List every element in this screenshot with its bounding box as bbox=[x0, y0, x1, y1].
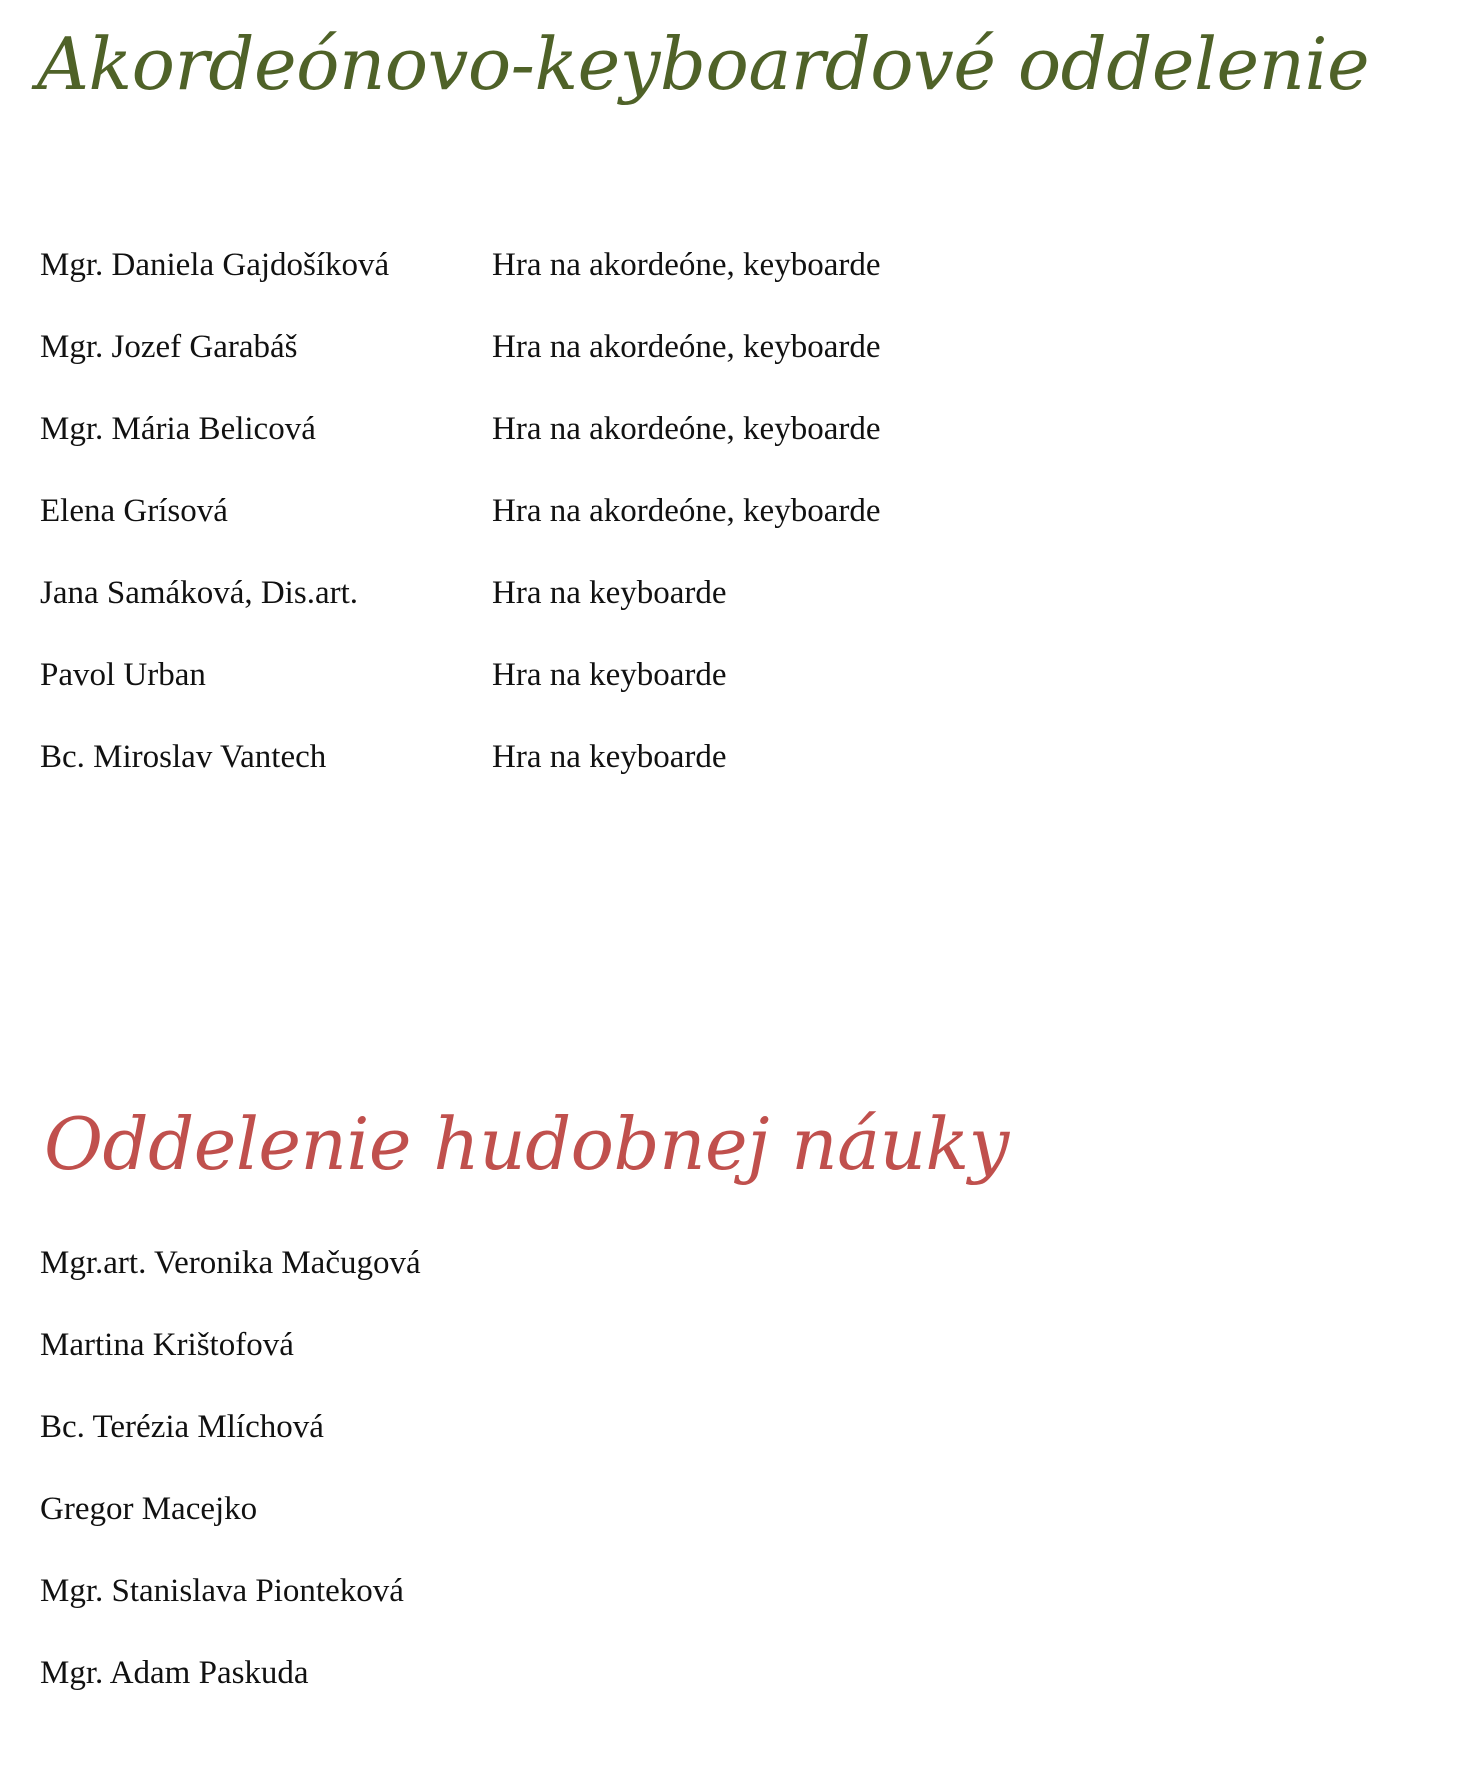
staff-row bbox=[40, 1407, 492, 1489]
staff-row bbox=[40, 1571, 492, 1653]
staff-row bbox=[40, 1653, 492, 1735]
staff-row bbox=[40, 245, 880, 327]
teacher-subject: Hra na akordeóne, keyboarde bbox=[492, 493, 881, 529]
teacher-subject: Hra na akordeóne, keyboarde bbox=[492, 329, 881, 365]
staff-row bbox=[40, 491, 880, 573]
teacher-name: Martina Krištofová bbox=[40, 1327, 294, 1363]
staff-row bbox=[40, 573, 880, 655]
teacher-subject: Hra na keyboarde bbox=[492, 657, 727, 693]
staff-row bbox=[40, 1489, 492, 1571]
teacher-name: Mgr. Daniela Gajdošíková bbox=[40, 247, 390, 283]
teacher-subject: Hra na keyboarde bbox=[492, 575, 727, 611]
teacher-name: Bc. Terézia Mlíchová bbox=[40, 1409, 324, 1445]
teacher-name: Mgr. Jozef Garabáš bbox=[40, 329, 298, 365]
staff-list bbox=[40, 1243, 492, 1735]
teacher-name: Mgr. Stanislava Pionteková bbox=[40, 1573, 404, 1609]
teacher-name: Pavol Urban bbox=[40, 657, 206, 693]
teacher-name: Bc. Miroslav Vantech bbox=[40, 739, 327, 775]
staff-row bbox=[40, 409, 880, 491]
teacher-name: Gregor Macejko bbox=[40, 1491, 258, 1527]
staff-row bbox=[40, 327, 880, 409]
staff-list bbox=[40, 245, 880, 819]
department-heading: Oddelenie hudobnej náuky bbox=[44, 1102, 1009, 1186]
teacher-name: Elena Grísová bbox=[40, 493, 228, 529]
staff-row bbox=[40, 655, 880, 737]
staff-row bbox=[40, 737, 880, 819]
teacher-name: Mgr. Mária Belicová bbox=[40, 411, 316, 447]
teacher-subject: Hra na keyboarde bbox=[492, 739, 727, 775]
teacher-name: Mgr. Adam Paskuda bbox=[40, 1655, 309, 1691]
teacher-name: Mgr.art. Veronika Mačugová bbox=[40, 1245, 421, 1281]
department-heading: Akordeónovo-keyboardové oddelenie bbox=[37, 22, 1370, 106]
teacher-name: Jana Samáková, Dis.art. bbox=[40, 575, 358, 611]
teacher-subject: Hra na akordeóne, keyboarde bbox=[492, 411, 881, 447]
staff-row bbox=[40, 1243, 492, 1325]
staff-row bbox=[40, 1325, 492, 1407]
teacher-subject: Hra na akordeóne, keyboarde bbox=[492, 247, 881, 283]
